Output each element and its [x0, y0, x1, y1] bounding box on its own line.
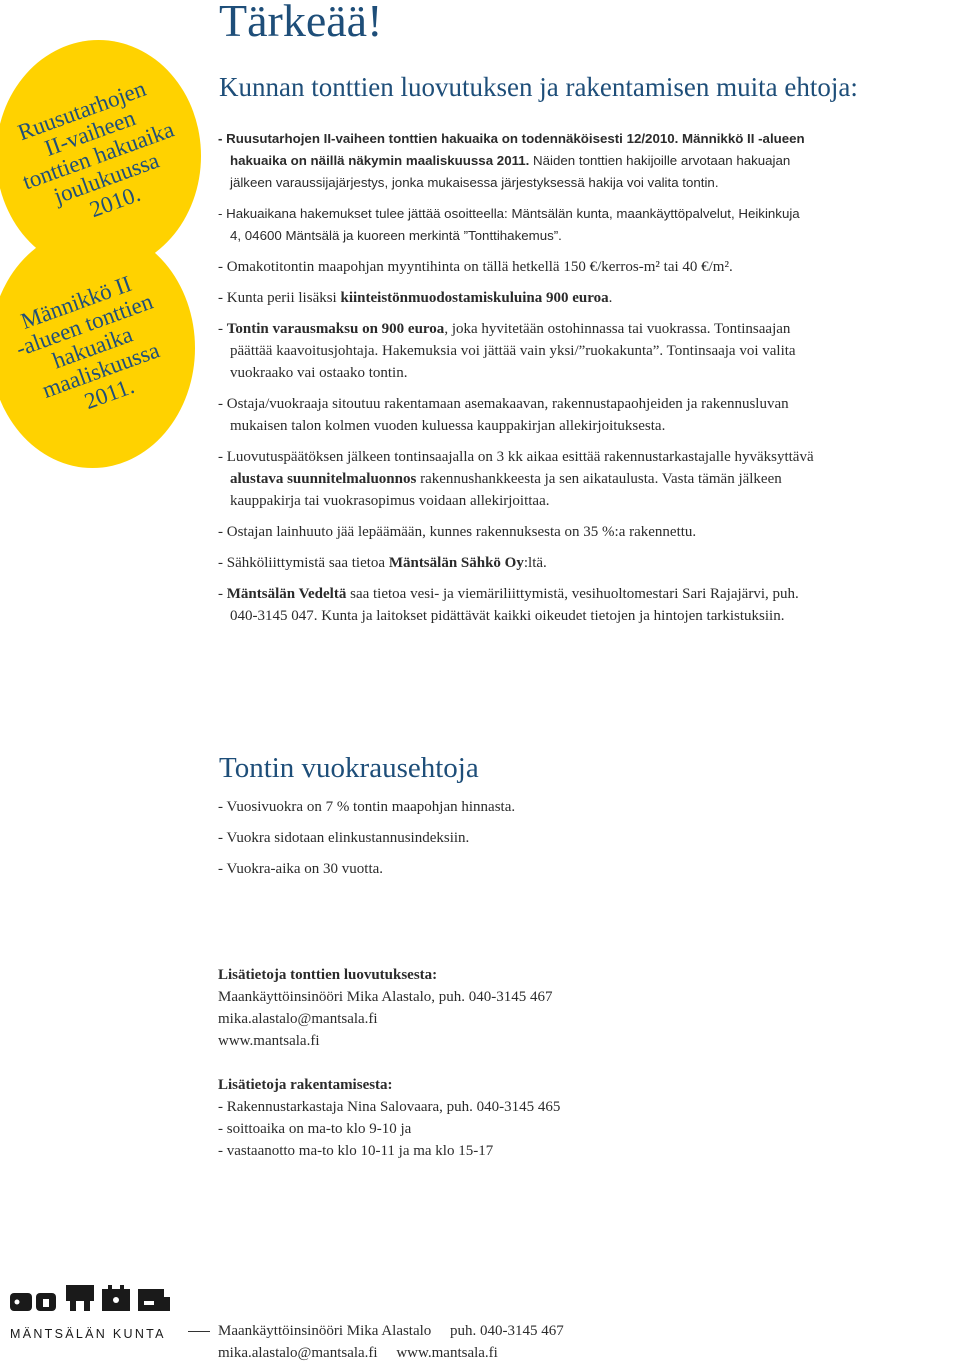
contact-sale — [218, 964, 560, 1052]
contact-line: - soittoaika on ma-to klo 9-10 ja — [218, 1121, 412, 1137]
contact-email: mika.alastalo@mantsala.fi — [218, 1011, 378, 1027]
contact-building — [218, 1074, 560, 1162]
condition-electricity — [218, 552, 818, 574]
condition-price: - Omakotitontin maapohjan myyntihinta on tällä hetkellä 150 €/kerros-m² tai 40 €/m². — [218, 259, 733, 275]
condition-title-registration: - Ostajan lainhuuto jää lepäämään, kunnes rakennuksesta on 35 %:a rakennettu. — [218, 524, 697, 540]
condition-application-period — [218, 128, 805, 194]
text: Näiden tonttien hakijoille arvotaan hakuajan jälkeen varaussijajärjestys, jonka mukaisessa järjestyksessä hakija voi valita tontin. — [230, 153, 791, 190]
footer-dash — [188, 1331, 210, 1332]
text: , joka hyvitetään ostohinnassa tai vuokrassa. Tontinsaajan päättää kaavoitusjohtaja. Hakemuksia voi jättää vain yksi/”ruokakunta”. Tontinsaaja voi valita vuokraako vai ostaako tontin. — [230, 321, 796, 381]
text: :ltä. — [523, 555, 547, 571]
rent-item: - Vuokra-aika on 30 vuotta. — [218, 861, 384, 877]
contact-line: - vastaanotto ma-to klo 10-11 ja ma klo 15-17 — [218, 1143, 494, 1159]
highlight-circle-mannikko — [0, 228, 195, 468]
footer-line2: mika.alastalo@mantsala.fi www.mantsala.fi — [218, 1345, 498, 1361]
text: - — [218, 586, 227, 602]
text: - Kunta perii lisäksi — [218, 290, 341, 306]
bold-text: kiinteistönmuodostamiskuluina 900 euroa — [340, 290, 609, 306]
circle-text: Männikkö II -alueen tonttien hakuaika maaliskuussa 2011. — [12, 270, 163, 414]
text: saa tietoa vesi- ja viemäriliittymistä, vesihuoltomestari Sari Rajajärvi, puh. 040-3145 047. Kunta ja laitokset pidättävät kaikki oikeudet tietojen ja hintojen tarkistuksiin. — [230, 586, 799, 624]
condition-fee — [218, 287, 818, 309]
rent-heading: Tontin vuokrausehtoja — [219, 752, 479, 784]
footer-line1: Maankäyttöinsinööri Mika Alastalo puh. 040-3145 467 — [218, 1323, 564, 1339]
text: - — [218, 321, 227, 337]
condition-plan-draft — [218, 446, 818, 512]
condition-water — [218, 583, 818, 627]
rent-item: - Vuokra sidotaan elinkustannusindeksiin. — [218, 830, 470, 846]
logo-name: MÄNTSÄLÄN KUNTA — [10, 1327, 166, 1341]
logo-symbols-icon — [10, 1283, 172, 1313]
municipality-logo — [10, 1283, 172, 1341]
condition-reservation — [218, 318, 818, 384]
condition-application-address: - Hakuaikana hakemukset tulee jättää osoitteella: Mäntsälän kunta, maankäyttöpalvelut, Heikinkuja 4, 04600 Mäntsälä ja kuoreen merkintä ”Tonttihakemus”. — [218, 206, 800, 243]
text: rakennushankkeesta ja sen aikataulusta. Vasta tämän jälkeen kauppakirja tai vuokrasopimus voidaan allekirjoittaa. — [230, 471, 782, 509]
page-subtitle: Kunnan tonttien luovutuksen ja rakentamisen muita ehtoja: — [219, 72, 858, 102]
contact-line: Maankäyttöinsinööri Mika Alastalo, puh. 040-3145 467 — [218, 989, 553, 1005]
footer-contact — [188, 1320, 564, 1364]
rent-item: - Vuosivuokra on 7 % tontin maapohjan hinnasta. — [218, 799, 516, 815]
bold-text: Mäntsälän Sähkö Oy — [388, 555, 524, 571]
bold-text: alustava suunnitelmaluonnos — [230, 471, 417, 487]
bold-text: Tontin varausmaksu on 900 euroa — [226, 321, 445, 337]
bold-text: - Ruusutarhojen II-vaiheen tonttien hakuaika on todennäköisesti 12/2010. Männikkö II -alueen hakuaika on näillä näkymin maaliskuussa 2011. — [218, 131, 805, 168]
page-title: Tärkeää! — [219, 0, 383, 46]
contact-line: - Rakennustarkastaja Nina Salovaara, puh. 040-3145 465 — [218, 1099, 561, 1115]
bold-text: Mäntsälän Vedeltä — [226, 586, 347, 602]
text: - Luovutuspäätöksen jälkeen tontinsaajalla on 3 kk aikaa esittää rakennustarkastajalle hyväksyttävä — [218, 449, 814, 465]
logo-mark-icon — [10, 1283, 172, 1313]
contact-building-heading: Lisätietoja rakentamisesta: — [218, 1077, 393, 1093]
text: . — [608, 290, 613, 306]
condition-building-obligation: - Ostaja/vuokraaja sitoutuu rakentamaan asemakaavan, rakennustapaohjeiden ja rakennusluvan mukaisen talon kolmen vuoden kuluessa kauppakirjan allekirjoituksesta. — [218, 396, 789, 434]
conditions-list — [218, 128, 818, 636]
contact-website: www.mantsala.fi — [218, 1033, 320, 1049]
text: - Sähköliittymistä saa tietoa — [218, 555, 389, 571]
circle-text: Ruusutarhojen II-vaiheen tonttien hakuaika joulukuussa 2010. — [14, 75, 178, 222]
contact-info — [218, 964, 560, 1184]
contact-sale-heading: Lisätietoja tonttien luovutuksesta: — [218, 967, 438, 983]
rent-list — [218, 796, 515, 889]
